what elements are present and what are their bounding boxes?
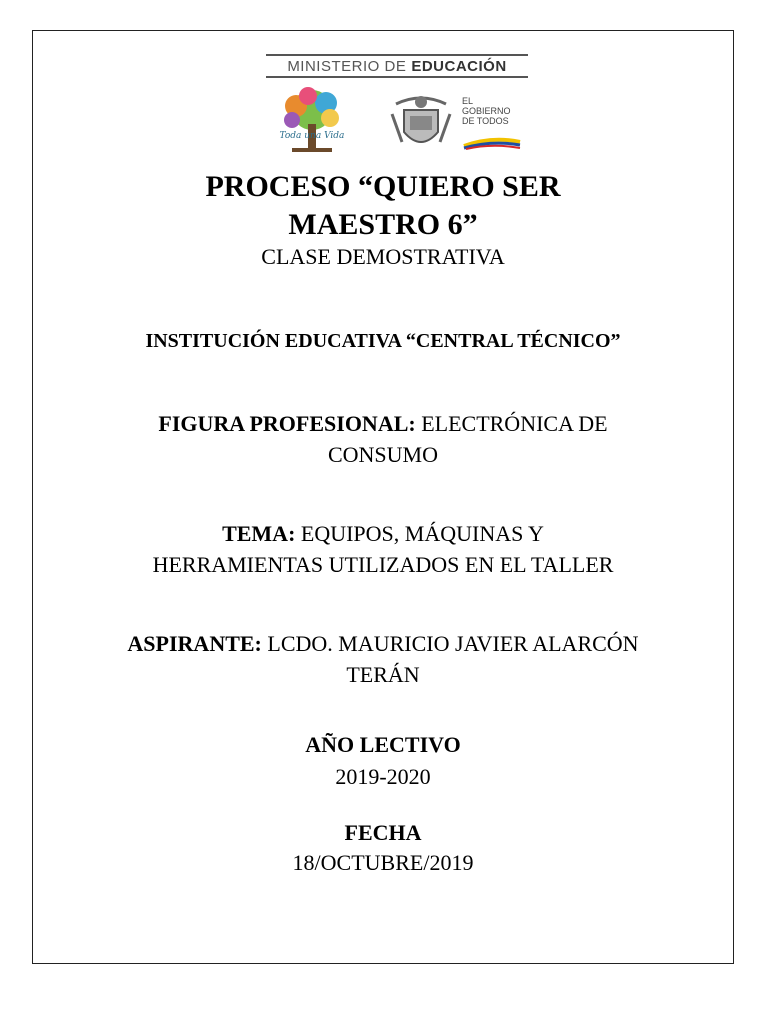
tema-value-line-2: HERRAMIENTAS UTILIZADOS EN EL TALLER bbox=[152, 552, 614, 577]
gobierno-logo bbox=[462, 96, 530, 154]
year-label: AÑO LECTIVO bbox=[305, 732, 461, 757]
institution: INSTITUCIÓN EDUCATIVA “CENTRAL TÉCNICO” bbox=[145, 330, 621, 352]
aspirante-label: ASPIRANTE: bbox=[127, 631, 262, 656]
aspirante-value-line-1: LCDO. MAURICIO JAVIER ALARCÓN bbox=[261, 631, 639, 656]
gobierno-logo-line-1: EL bbox=[462, 96, 474, 106]
figura-profesional bbox=[32, 408, 734, 470]
tree-logo bbox=[266, 86, 358, 156]
figura-value-line-2: CONSUMO bbox=[327, 442, 439, 467]
date-label: FECHA bbox=[344, 820, 422, 845]
aspirante-value-line-2: TERÁN bbox=[346, 662, 420, 687]
figura-label: FIGURA PROFESIONAL: bbox=[158, 411, 416, 436]
tema-label: TEMA: bbox=[222, 521, 296, 546]
flag-swoosh-icon bbox=[462, 136, 522, 150]
page-title bbox=[32, 168, 734, 244]
ministry-logo bbox=[266, 54, 528, 78]
gobierno-logo-line-2: GOBIERNO bbox=[462, 106, 511, 116]
tema-value-line-1: EQUIPOS, MÁQUINAS Y bbox=[295, 521, 544, 546]
title-line-1: PROCESO “QUIERO SER bbox=[205, 170, 561, 203]
title-line-2: MAESTRO 6” bbox=[288, 208, 478, 241]
year-value: 2019-2020 bbox=[335, 764, 431, 789]
aspirante bbox=[32, 628, 734, 690]
subtitle: CLASE DEMOSTRATIVA bbox=[261, 244, 505, 269]
tema bbox=[32, 518, 734, 580]
coat-of-arms-icon bbox=[386, 92, 456, 154]
tree-logo-text: Toda una Vida bbox=[279, 131, 345, 141]
figura-value-line-1: ELECTRÓNICA DE bbox=[415, 411, 608, 436]
date-value: 18/OCTUBRE/2019 bbox=[292, 850, 474, 875]
ministry-logo-prefix: MINISTERIO DE bbox=[287, 57, 407, 75]
gobierno-logo-line-3: DE TODOS bbox=[462, 116, 509, 126]
ministry-logo-bold: EDUCACIÓN bbox=[411, 57, 507, 75]
